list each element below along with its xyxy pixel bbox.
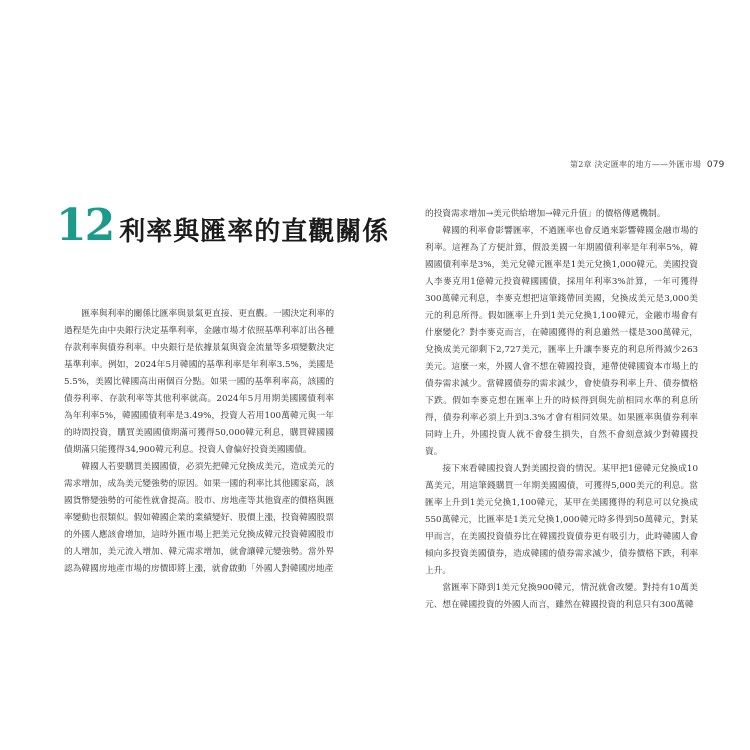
body-paragraph: 當匯率下降到1美元兌換900韓元，情況就會改變。對持有10萬美元、想在韓國投資的外國人而言，雖然在韓國投資的利息只有300萬韓 (425, 583, 698, 610)
right-page-body (425, 206, 698, 614)
body-paragraph: 匯率與利率的關係比匯率與景氣更直接、更直觀。一國決定利率的過程是先由中央銀行決定基準利率，金融市場才依照基準利率訂出各種存款利率與債券利率。中央銀行是依據景氣與資金流量等多項變數決定基準利率。例如，2024年5月韓國的基準利率是年利率3.5%，美國是5.5%，美國比韓國高出兩個百分點。如果一國的基準利率高，該國的債券利率、存款利率等其他利率就高。2024年5月用期美國國債利率為年利率5%，韓國國債利率是3.49%，投資人若用100萬韓元與一年的時間投資，購買美國國債期滿可獲得50,000韓元利息，購買韓國國債期滿只能獲得34,900韓元利息。投資人會偏好投資美國國債。 (64, 309, 334, 455)
left-page-body (64, 306, 334, 578)
chapter-number: 12 (56, 200, 114, 251)
body-paragraph: 韓國的利率會影響匯率，不過匯率也會反過來影響韓國金融市場的利率。這裡為了方便計算，假設美國一年期國債利率是年利率5%，韓國國債利率是3%，美元兌韓元匯率是1美元兌換1,000韓元。美國投資人李麥克用1億韓元投資韓國國債，採用年利率3%計算，一年可獲得300萬韓元利息，李麥克想把這筆錢帶回美國，兌換成美元是3,000美元的利息所得。假如匯率上升到1美元兌換1,100韓元，金融市場會有什麼變化？對李麥克而言，在韓國獲得的利息雖然一樣是300萬韓元，兌換成美元卻剩下2,727美元，匯率上升讓李麥克的利息所得減少263美元。這麼一來，外國人會不想在韓國投資，連帶使韓國資本市場上的債券需求減少。當韓國債券的需求減少，會使債券利率上升、債券價格下跌。假如李麥克想在匯率上升的時候得到與先前相同水準的利息所得，債券利率必須上升到3.3%才會有相同效果。如果匯率與債券利率同時上升，外國投資人就不會發生損失，自然不會刻意減少對韓國投資。 (425, 226, 698, 457)
running-head-chapter: 第2章 (570, 160, 592, 169)
chapter-title (56, 200, 390, 251)
running-head-section: 決定匯率的地方——外匯市場 (594, 160, 702, 169)
body-paragraph: 的投資需求增加→美元供給增加→韓元升值」的價格傳遞機制。 (425, 209, 666, 219)
running-head (570, 159, 725, 170)
chapter-heading: 利率與匯率的直觀關係 (119, 217, 390, 247)
body-paragraph: 接下來看韓國投資人對美國投資的情況。某甲把1億韓元兌換成10萬美元，用這筆錢購買一年期美國國債，可獲得5,000美元的利息。當匯率上升到1美元兌換1,100韓元，某甲在美國獲得的利息可以兌換成550萬韓元，比匯率是1美元兌換1,000韓元時多得到50萬韓元，對某甲而言，在美國投資債券比在韓國投資債券更有吸引力，此時韓國人會傾向多投資美國債券，造成韓國的債券需求減少，債券價格下跌，利率上升。 (425, 464, 698, 576)
page-number: 079 (706, 160, 725, 170)
body-paragraph: 韓國人若要購買美國國債，必須先把韓元兌換成美元，造成美元的需求增加，成為美元變強勢的原因。如果一國的利率比其他國家高，該國貨幣變強勢的可能性就會提高。股市、房地產等其他資產的價格與匯率變動也很類似。假如韓國企業的業績變好、股價上漲，投資韓國股票的外國人應該會增加，這時外匯市場上把美元兌換成韓元投資韓國股市的人增加，美元流入增加、韓元需求增加，就會讓韓元變強勢。當外界認為韓國房地產市場的房價即將上漲，就會啟動「外國人對韓國房地產 (64, 462, 334, 574)
